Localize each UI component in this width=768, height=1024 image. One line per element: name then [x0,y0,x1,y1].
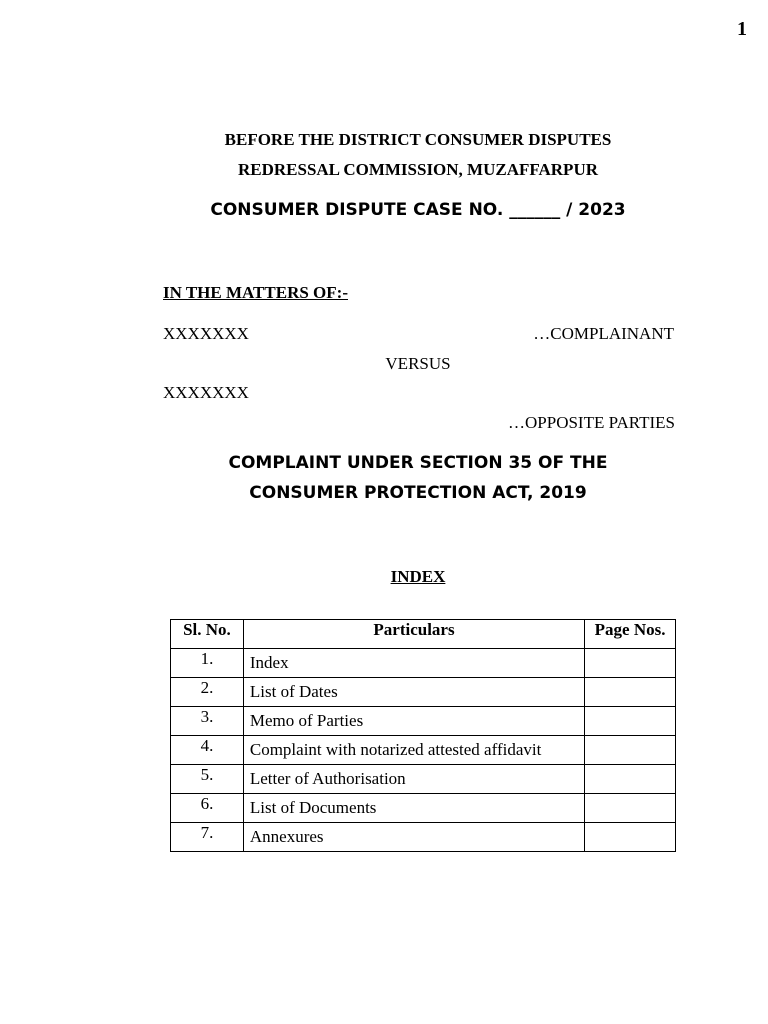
table-row [171,649,676,678]
page-number: 1 [737,18,747,40]
header-sl-no: Sl. No. [171,620,244,649]
opposite-party-name: XXXXXXX [163,383,249,402]
row-particulars: List of Dates [243,678,584,707]
court-heading-line-1: BEFORE THE DISTRICT CONSUMER DISPUTES [224,130,612,149]
row-particulars: Index [243,649,584,678]
row-page-no [585,823,676,852]
table-row [171,707,676,736]
case-number-heading: CONSUMER DISPUTE CASE NO. ______ / 2023 [210,200,626,220]
index-header-row [171,620,676,649]
row-particulars: List of Documents [243,794,584,823]
row-sl-no: 1. [171,649,244,678]
table-row [171,794,676,823]
row-sl-no: 5. [171,765,244,794]
table-row [171,736,676,765]
row-particulars: Letter of Authorisation [243,765,584,794]
row-sl-no: 2. [171,678,244,707]
row-sl-no: 4. [171,736,244,765]
row-page-no [585,678,676,707]
row-particulars: Memo of Parties [243,707,584,736]
row-sl-no: 3. [171,707,244,736]
versus-label: VERSUS [385,354,451,373]
table-row [171,678,676,707]
row-page-no [585,707,676,736]
header-page-nos: Page Nos. [585,620,676,649]
index-title: INDEX [390,567,446,586]
row-page-no [585,736,676,765]
index-table [170,619,676,852]
row-page-no [585,794,676,823]
matters-heading: IN THE MATTERS OF:- [163,283,348,302]
row-page-no [585,649,676,678]
table-row [171,765,676,794]
complaint-title-line-1: COMPLAINT UNDER SECTION 35 OF THE [228,453,608,473]
row-sl-no: 7. [171,823,244,852]
row-particulars: Complaint with notarized attested affidavit [243,736,584,765]
complaint-title-line-2: CONSUMER PROTECTION ACT, 2019 [249,483,587,503]
table-row [171,823,676,852]
row-page-no [585,765,676,794]
row-sl-no: 6. [171,794,244,823]
complainant-name: XXXXXXX [163,324,249,343]
header-particulars: Particulars [243,620,584,649]
opposite-party-role: …OPPOSITE PARTIES [508,413,675,432]
complainant-role: …COMPLAINANT [533,324,674,343]
court-heading-line-2: REDRESSAL COMMISSION, MUZAFFARPUR [237,160,598,179]
row-particulars: Annexures [243,823,584,852]
